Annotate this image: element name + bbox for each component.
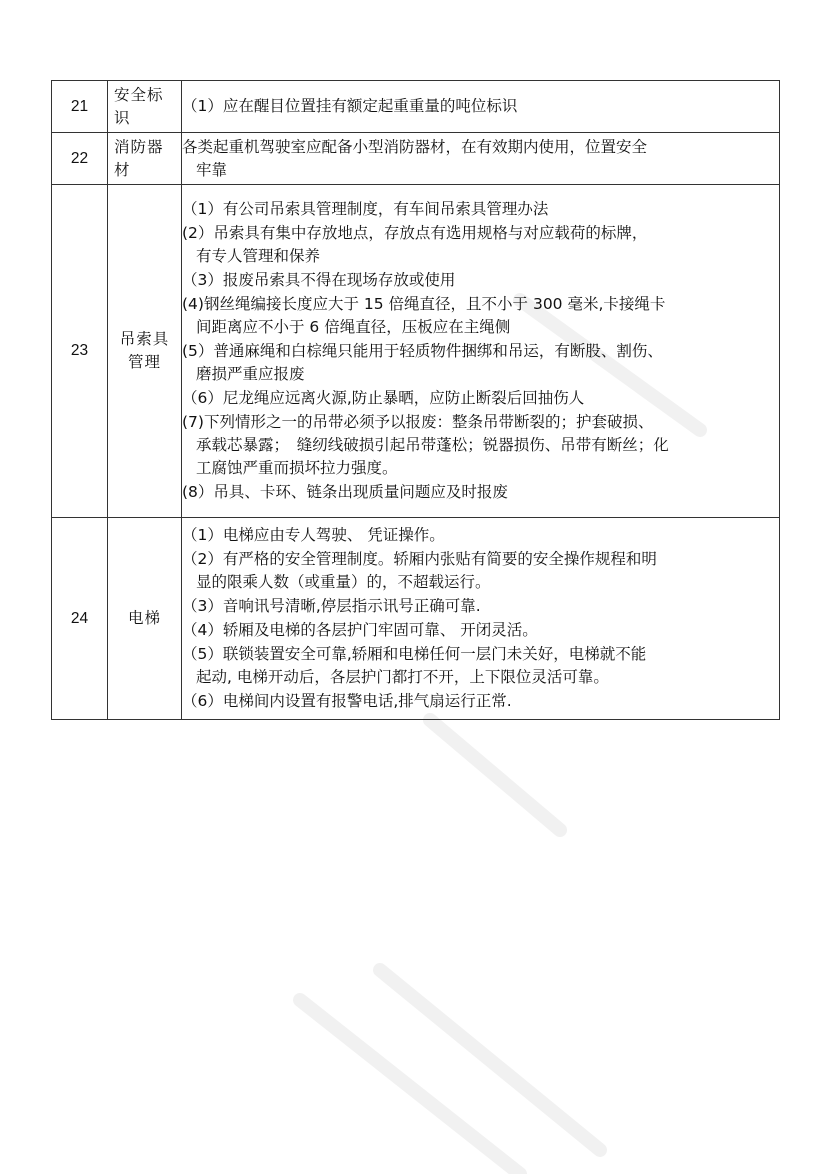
requirement-item: （6）电梯间内设置有报警电话,排气扇运行正常. bbox=[182, 691, 512, 710]
category-cell bbox=[108, 81, 182, 133]
table-row bbox=[52, 133, 780, 185]
category-cell bbox=[108, 518, 182, 720]
table-row bbox=[52, 518, 780, 720]
table-row bbox=[52, 81, 780, 133]
requirement-item: （2）有严格的安全管理制度。轿厢内张贴有简要的安全操作规程和明 显的限乘人数（或重量）的，不超载运行。 bbox=[182, 549, 657, 591]
category-label: 电梯 bbox=[127, 609, 161, 627]
requirement-item: (5）普通麻绳和白棕绳只能用于轻质物件捆绑和吊运，有断股、割伤、 磨损严重应报废 bbox=[182, 341, 663, 383]
requirement-item: （3）音响讯号清晰,停层指示讯号正确可靠. bbox=[182, 596, 481, 615]
category-label: 消防器 bbox=[114, 137, 164, 156]
requirement-item: (4)钢丝绳编接长度应大于 15 倍绳直径，且不小于 300 毫米,卡接绳卡 间距离应不小于 6 倍绳直径，压板应在主绳侧 bbox=[182, 294, 666, 336]
requirement-item: （5）联锁装置安全可靠,轿厢和电梯任何一层门未关好，电梯就不能 起动, 电梯开动后，各层护门都打不开，上下限位灵活可靠。 bbox=[182, 644, 647, 686]
row-number: 23 bbox=[52, 185, 108, 518]
requirement-item: （1）电梯应由专人驾驶、 凭证操作。 bbox=[182, 525, 445, 544]
requirement-item: （3）报废吊索具不得在现场存放或使用 bbox=[182, 270, 456, 289]
safety-inspection-table bbox=[51, 80, 780, 720]
requirement-item: (2）吊索具有集中存放地点，存放点有选用规格与对应载荷的标牌， 有专人管理和保养 bbox=[182, 223, 648, 265]
requirement-cell bbox=[182, 81, 780, 133]
table-row bbox=[52, 185, 780, 518]
requirement-item: (8）吊具、卡环、链条出现质量问题应及时报废 bbox=[182, 482, 508, 501]
requirement-item: （4）轿厢及电梯的各层护门牢固可靠、 开闭灵活。 bbox=[182, 620, 538, 639]
requirement-item: （6）尼龙绳应远离火源,防止暴晒，应防止断裂后回抽伤人 bbox=[182, 388, 585, 407]
requirement-item: 牢靠 bbox=[196, 160, 228, 179]
requirement-cell bbox=[182, 518, 780, 720]
requirement-item: 各类起重机驾驶室应配备小型消防器材，在有效期内使用，位置安全 bbox=[182, 137, 648, 156]
row-number: 21 bbox=[52, 81, 108, 133]
requirement-item: （1）应在醒目位置挂有额定起重重量的吨位标识 bbox=[182, 97, 518, 115]
category-cell bbox=[108, 133, 182, 185]
requirement-cell bbox=[182, 185, 780, 518]
category-label: 管理 bbox=[127, 353, 161, 371]
category-label: 识 bbox=[114, 108, 131, 127]
row-number: 24 bbox=[52, 518, 108, 720]
requirement-item: (7)下列情形之一的吊带必须予以报废：整条吊带断裂的；护套破损、 承载芯暴露； 缝纫线破损引起吊带蓬松；锐器损伤、吊带有断丝；化 工腐蚀严重而损坏拉力强度。 bbox=[182, 412, 669, 477]
category-label: 吊索具 bbox=[119, 330, 170, 348]
category-label: 安全标 bbox=[114, 85, 164, 104]
category-label: 材 bbox=[114, 160, 131, 179]
requirement-item: （1）有公司吊索具管理制度，有车间吊索具管理办法 bbox=[182, 199, 549, 218]
requirement-cell bbox=[182, 133, 780, 185]
row-number: 22 bbox=[52, 133, 108, 185]
category-cell bbox=[108, 185, 182, 518]
